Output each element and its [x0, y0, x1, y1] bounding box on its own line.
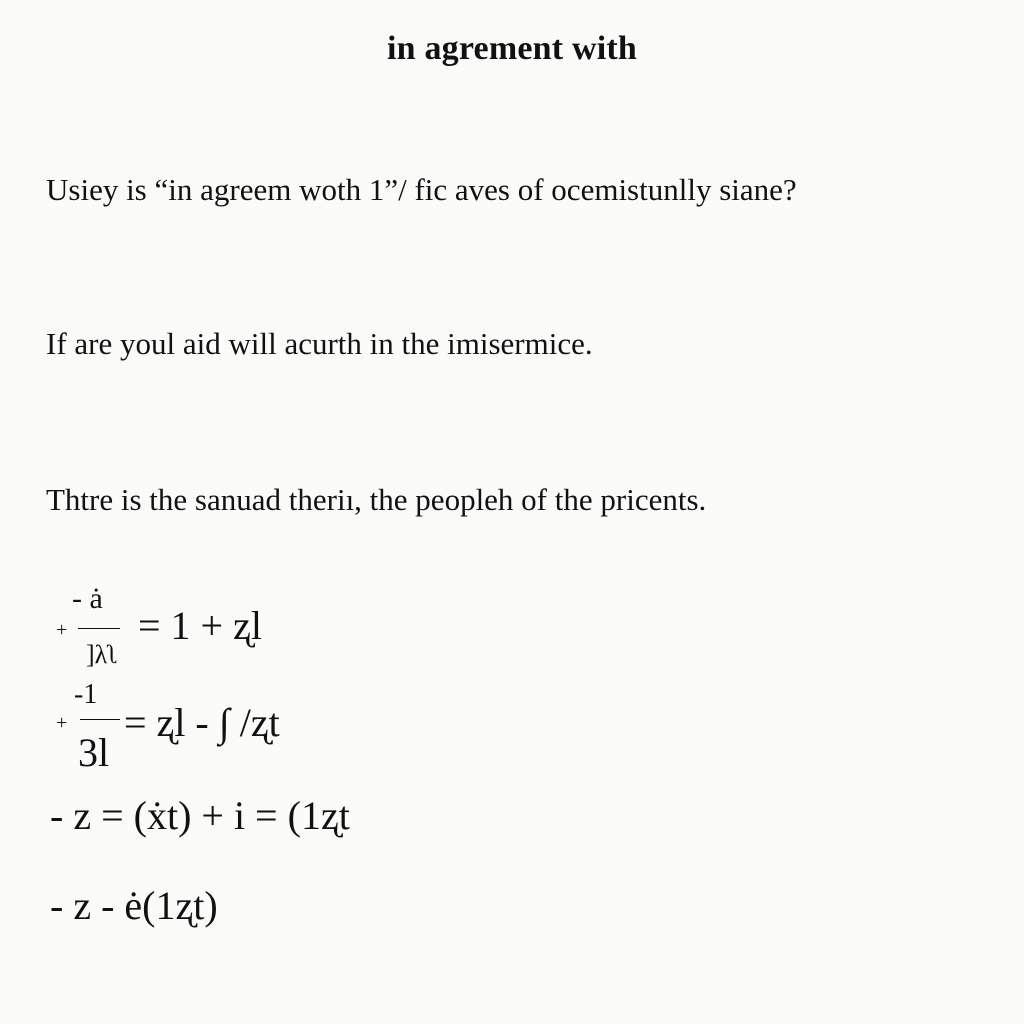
- paragraph-2: If are youl aid will acurth in the imisermice.: [46, 326, 593, 361]
- equation-1-numerator: - ȧ: [72, 582, 103, 615]
- equation-1-prefix: +: [56, 619, 68, 641]
- equation-2-numerator: -1: [74, 679, 98, 710]
- equation-3: [50, 790, 470, 860]
- paragraph-1: Usiey is “in agreem woth 1”/ fic aves of ocemistunlly siane?: [46, 172, 797, 207]
- equation-2-denominator: 3l: [78, 730, 110, 775]
- equation-2-fraction-bar: [80, 719, 120, 720]
- equation-1: [50, 570, 450, 680]
- equation-1-rhs: = 1 + ʐl: [138, 603, 262, 648]
- paragraph-3: Thtre is the sanuad theriı, the peopleh of the pricents.: [46, 482, 707, 517]
- equation-2-prefix: +: [56, 712, 68, 734]
- equation-4: [50, 880, 470, 950]
- equation-1-fraction-bar: [78, 628, 120, 629]
- equation-2-rhs: = ʐl - ∫ /ʐt: [124, 700, 280, 745]
- equation-4-text: - z - ė(1ʐt): [50, 883, 218, 928]
- equation-3-text: - z = (ẋt) + i = (1ʐt: [50, 793, 350, 838]
- document-heading: in agrement with: [387, 30, 637, 67]
- equation-1-denominator: ]λʅ: [86, 640, 119, 669]
- equation-2: [50, 675, 450, 785]
